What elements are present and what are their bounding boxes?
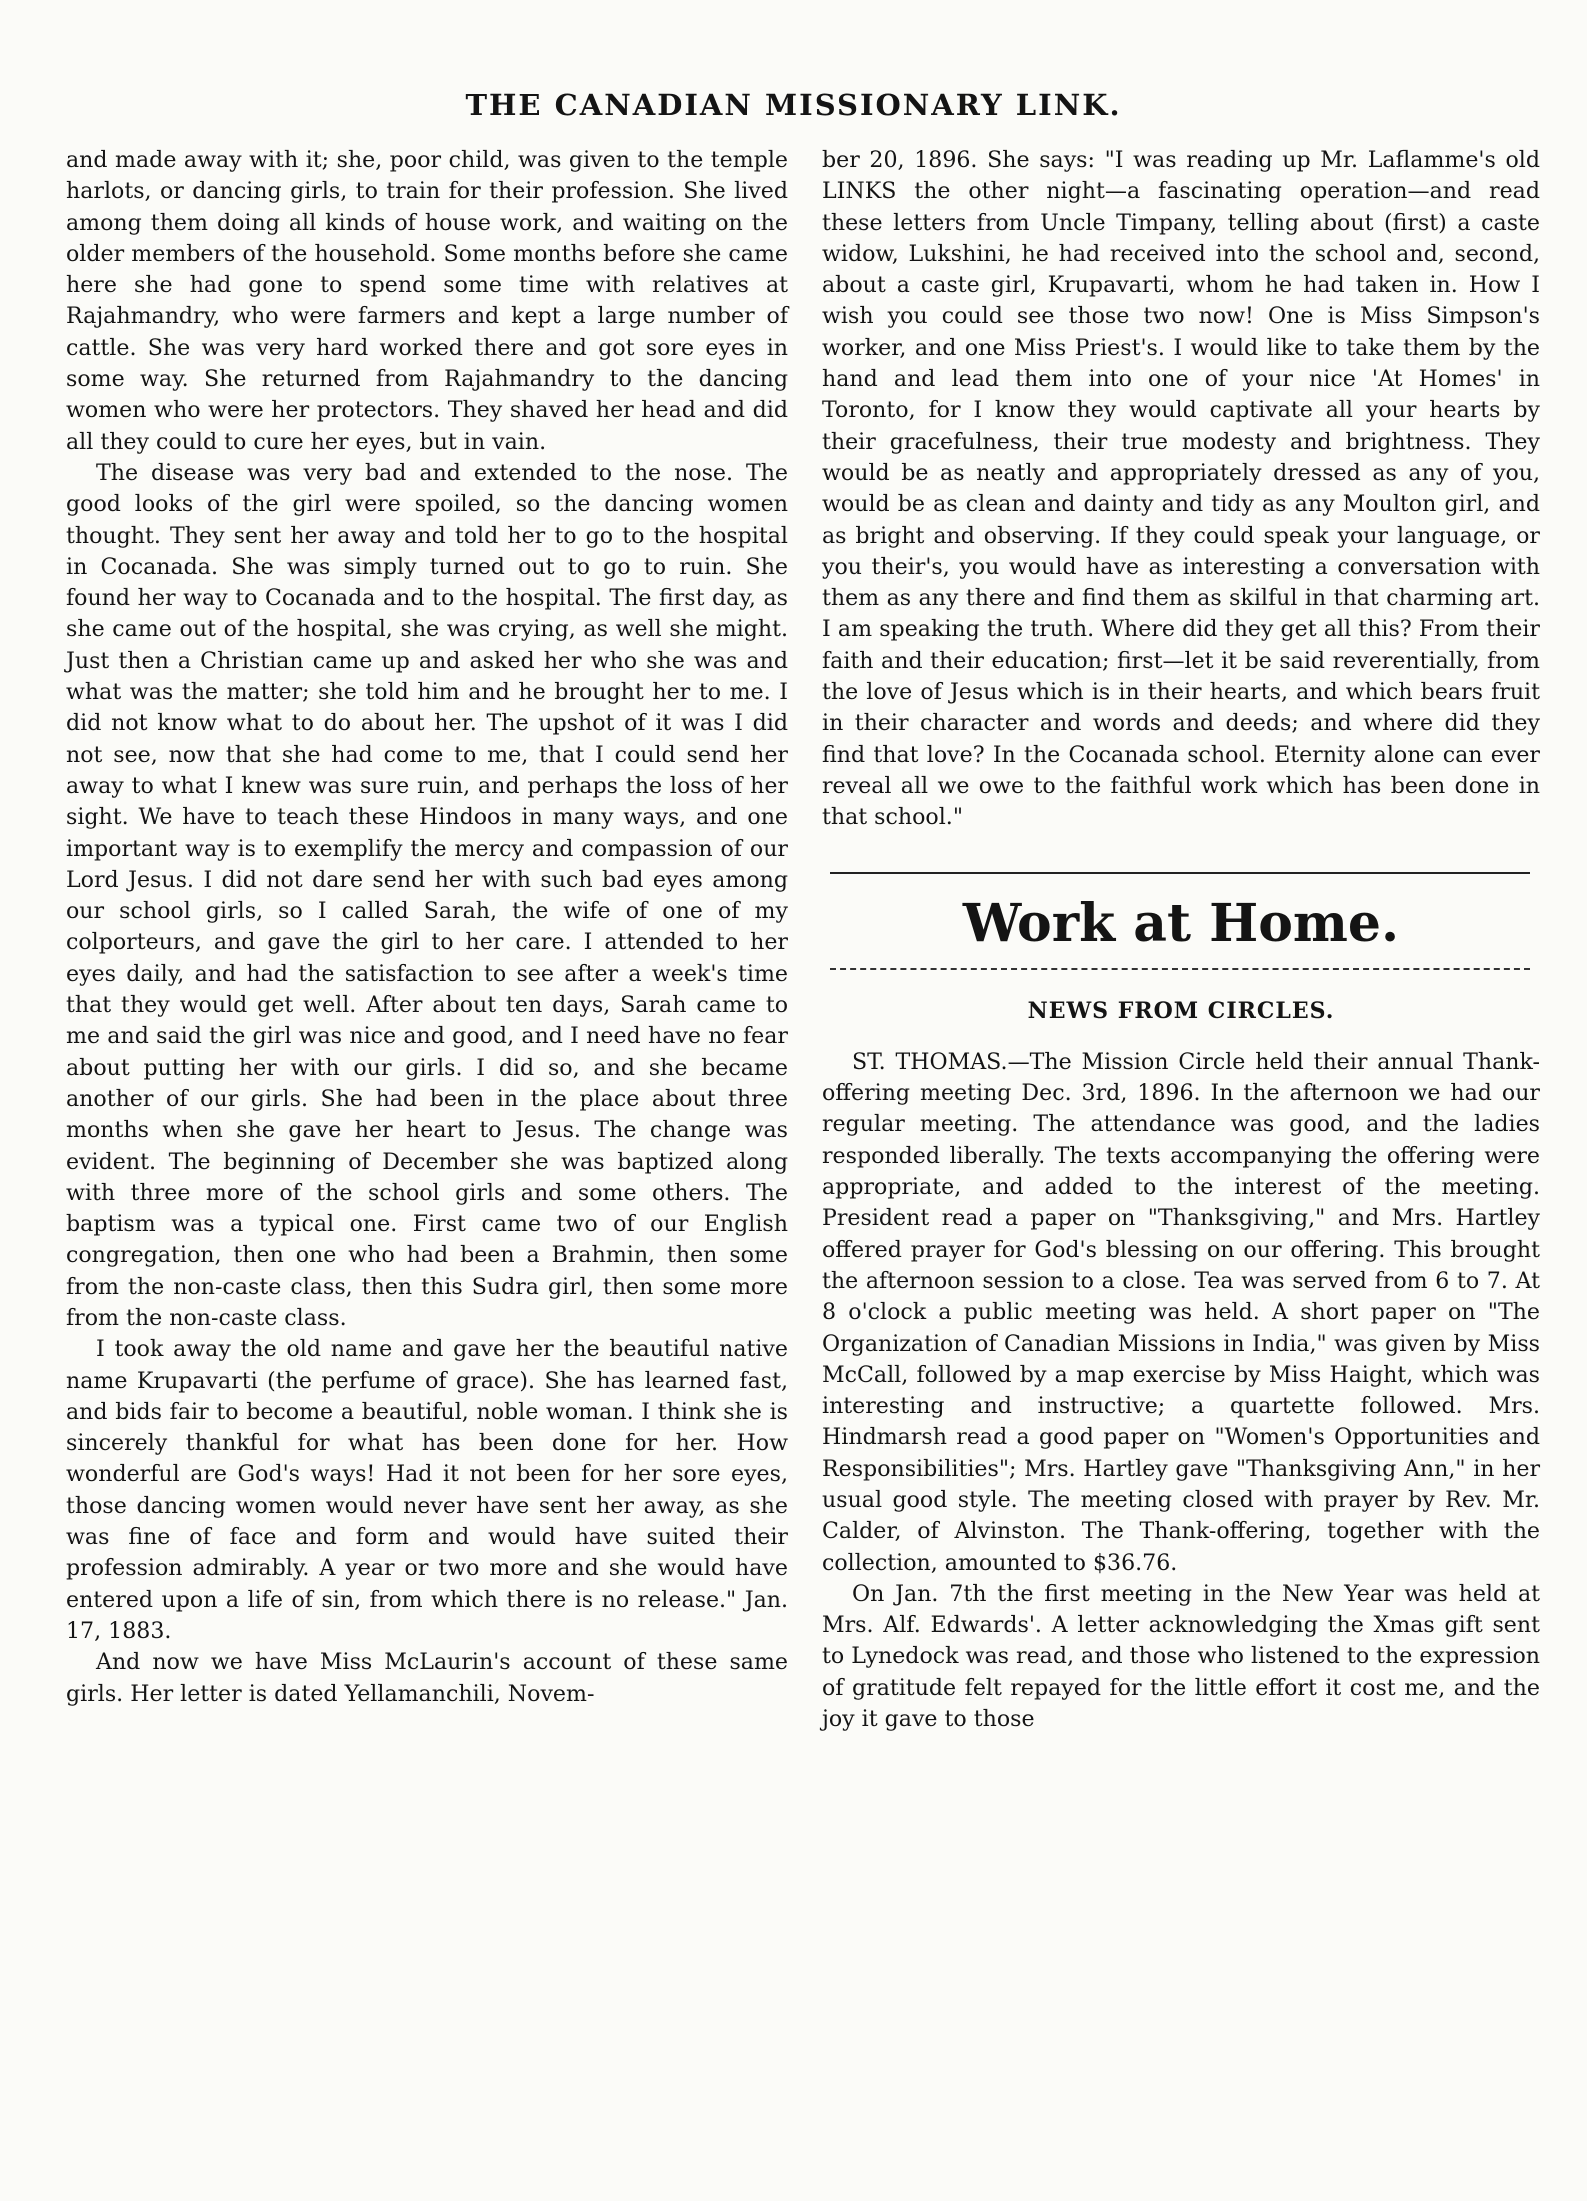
news-paragraph-1-text: —The Mission Circle held their annual Thank-offering meeting Dec. 3rd, 1896. In the afternoon we had our regular meeting. The attendance was good, and the ladies responded liberally. The texts accompanying the offering were appropriate, and added to the interest of the meeting. President read a paper on "Thanksgiving," and Mrs. Hartley offered prayer for God's blessing on our offering. This brought the afternoon session to a close. Tea was served from 6 to 7. At 8 o'clock a public meeting was held. A short paper on "The Organization of Canadian Missions in India," was given by Miss McCall, followed by a map exercise by Miss Haight, which was interesting and instructive; a quartette followed. Mrs. Hindmarsh read a good paper on "Women's Opportunities and Responsibilities"; Mrs. Hartley gave "Thanksgiving Ann," in her usual good style. The meeting closed with prayer by Rev. Mr. Calder, of Alvinston. The Thank-offering, together with the collection, amounted to $36.76.: [822, 1048, 1540, 1576]
news-paragraph-2: On Jan. 7th the first meeting in the New Year was held at Mrs. Alf. Edwards'. A letter acknowledging the Xmas gift sent to Lynedock was read, and those who listened to the expression of gratitude felt repayed for the little effort it cost me, and the joy it gave to those: [822, 1580, 1540, 1733]
section-divider: [830, 872, 1530, 874]
right-continuation-paragraph: ber 20, 1896. She says: "I was reading up Mr. Laflamme's old LINKS the other night—a fascinating operation—and read these letters from Uncle Timpany, telling about (first) a caste widow, Lukshini, he had received into the school and, second, about a caste girl, Krupavarti, whom he had taken in. How I wish you could see those two now! One is Miss Simpson's worker, and one Miss Priest's. I would like to take them by the hand and lead them into one of your nice 'At Homes' in Toronto, for I know they would captivate all your hearts by their gracefulness, their true modesty and brightness. They would be as neatly and appropriately dressed as any of you, would be as clean and dainty and tidy as any Moulton girl, and as bright and observing. If they could speak your language, or you their's, you would have as interesting a conversation with them as any there and find them as skilful in that charming art. I am speaking the truth. Where did they get all this? From their faith and their education; first—let it be said reverentially, from the love of Jesus which is in their hearts, and which bears fruit in their character and words and deeds; and where did they find that love? In the Cocanada school. Eternity alone can ever reveal all we owe to the faithful work which has been done in that school.": [822, 147, 1540, 831]
sub-heading: NEWS FROM CIRCLES.: [1027, 997, 1335, 1024]
left-paragraph-4: And now we have Miss McLaurin's account of these same girls. Her letter is dated Yellamanchili, Novem-: [66, 1649, 788, 1707]
left-column: [66, 145, 788, 1710]
page-masthead: THE CANADIAN MISSIONARY LINK.: [465, 88, 1122, 122]
news-place: ST. THOMAS.: [852, 1048, 1008, 1075]
left-paragraph-3: I took away the old name and gave her the beautiful native name Krupavarti (the perfume of grace). She has learned fast, and bids fair to become a beautiful, noble woman. I think she is sincerely thankful for what has been done for her. How wonderful are God's ways! Had it not been for her sore eyes, those dancing women would never have sent her away, as she was fine of face and form and would have suited their profession admirably. A year or two more and she would have entered upon a life of sin, from which there is no release." Jan. 17, 1883.: [66, 1336, 788, 1644]
section-heading: Work at Home.: [962, 892, 1400, 954]
news-paragraph-1: [822, 1047, 1540, 1579]
section-dashed-divider: [830, 968, 1530, 970]
left-paragraph-1: and made away with it; she, poor child, was given to the temple harlots, or dancing girls, to train for their profession. She lived among them doing all kinds of house work, and waiting on the older members of the household. Some months before she came here she had gone to spend some time with relatives at Rajahmandry, who were farmers and kept a large number of cattle. She was very hard worked there and got sore eyes in some way. She returned from Rajahmandry to the dancing women who were her protectors. They shaved her head and did all they could to cure her eyes, but in vain.: [66, 147, 788, 455]
left-paragraph-2: The disease was very bad and extended to the nose. The good looks of the girl were spoiled, so the dancing women thought. They sent her away and told her to go to the hospital in Cocanada. She was simply turned out to go to ruin. She found her way to Cocanada and to the hospital. The first day, as she came out of the hospital, she was crying, as well she might. Just then a Christian came up and asked her who she was and what was the matter; she told him and he brought her to me. I did not know what to do about her. The upshot of it was I did not see, now that she had come to me, that I could send her away to what I knew was sure ruin, and perhaps the loss of her sight. We have to teach these Hindoos in many ways, and one important way is to exemplify the mercy and compassion of our Lord Jesus. I did not dare send her with such bad eyes among our school girls, so I called Sarah, the wife of one of my colporteurs, and gave the girl to her care. I attended to her eyes daily, and had the satisfaction to see after a week's time that they would get well. After about ten days, Sarah came to me and said the girl was nice and good, and I need have no fear about putting her with our girls. I did so, and she became another of our girls. She had been in the place about three months when she gave her heart to Jesus. The change was evident. The beginning of December she was baptized along with three more of the school girls and some others. The baptism was a typical one. First came two of our English congregation, then one who had been a Brahmin, then some from the non-caste class, then this Sudra girl, then some more from the non-caste class.: [66, 459, 788, 1331]
right-column: [822, 145, 1540, 1735]
